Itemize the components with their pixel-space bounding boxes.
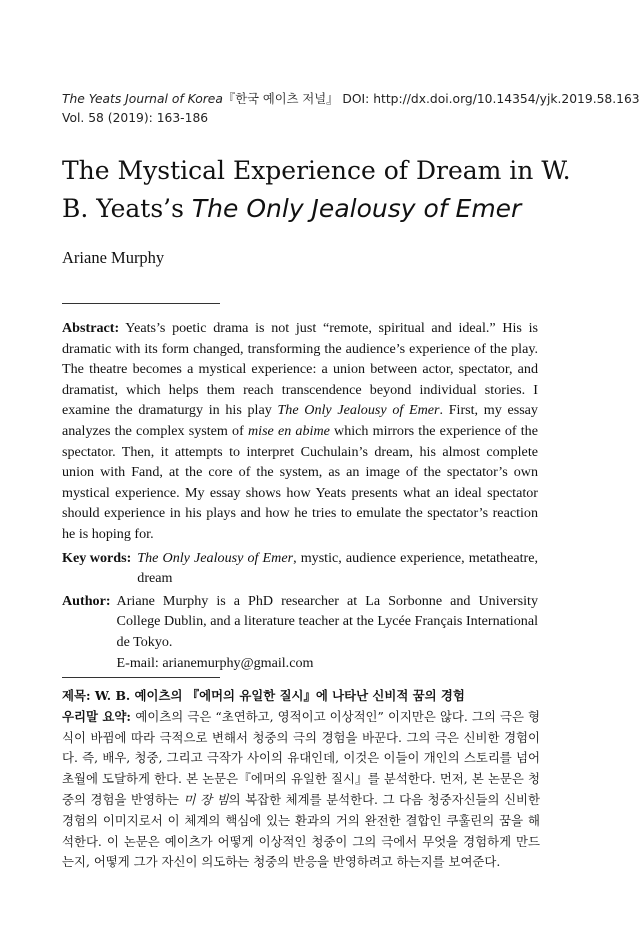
abstract-text-3: which mirrors the experience of the spectator. Then, it attempts to interpret Cuchulain’s dream, his almost complete union with Fand, at the core of the system, as an image of the spectator’s own mystical experience. My essay shows how Yeats presents what an ideal spectator should experience in his plays and how he tries to emulate the spectator’s reaction he is hoping for. (62, 422, 538, 542)
bottom-divider (62, 677, 220, 678)
abstract-label: Abstract: (62, 320, 120, 336)
english-front-matter (62, 318, 538, 673)
abstract-text-1: Yeats’s poetic drama is not just “remote, spiritual and ideal.” His is dramatic with its form changed, transforming the audience’s experience of the play. The theatre becomes a mystical experience: a union between actor, spectator, and dramatist, which helps them reach transcendence beyond individual stories. I examine the dramaturgy in his play (62, 320, 538, 419)
title-play-name: The Only Jealousy of Emer (191, 194, 522, 223)
title-main: The Mystical Experience of Dream in W. B. Yeats’s (62, 156, 571, 223)
doi-link[interactable]: DOI: http://dx.doi.org/10.14354/yjk.2019.58.163 (342, 92, 640, 106)
korean-title (62, 686, 540, 707)
keywords-italic: The Only Jealousy of Emer (137, 549, 294, 566)
abstract-text-2: . First, my essay analyzes the complex system of (62, 402, 538, 439)
korean-summary-2: 의 복잡한 체계를 분석한다. 그 다음 청중자신들의 신비한 경험의 이미지로서 이 체계의 핵심에 있는 환과의 거의 완전한 결합인 쿠훌린의 꿈을 해석한다. 이 논문은 예이츠가 어떻게 이상적인 청중이 그의 극에서 무엇을 경험하게 만드는지, 어떻게 그가 자신이 의도하는 청중의 반응을 반영하려고 하는지를 보여준다. (62, 791, 540, 870)
korean-summary-label: 우리말 요약: (62, 708, 136, 724)
article-title (62, 152, 582, 228)
journal-korean-name: 『한국 예이츠 저널』 (222, 92, 339, 106)
korean-title-label: 제목: (62, 688, 95, 703)
journal-name: The Yeats Journal of Korea (62, 92, 223, 106)
korean-summary (62, 707, 540, 873)
author-info (62, 591, 538, 673)
abstract (62, 318, 538, 545)
keywords-label: Key words: (62, 549, 132, 566)
keywords (62, 548, 538, 589)
keywords-text (137, 548, 538, 589)
abstract-play-title: The Only Jealousy of Emer (277, 402, 440, 419)
author-info-body (117, 591, 538, 673)
abstract-term: mise en abime (247, 422, 330, 439)
korean-summary-section (62, 686, 540, 873)
korean-summary-term: 미 장 빔 (183, 791, 229, 807)
author-info-label: Author: (62, 592, 111, 609)
journal-citation (62, 90, 640, 128)
journal-line (62, 90, 640, 109)
author-bio: Ariane Murphy is a PhD researcher at La Sorbonne and University College Dublin, and a literature teacher at the Lycée Français International de Tokyo. (116, 592, 538, 650)
top-divider (62, 303, 220, 304)
volume-line: Vol. 58 (2019): 163-186 (62, 111, 209, 125)
author-name: Ariane Murphy (62, 248, 165, 267)
keywords-rest: , mystic, audience experience, metatheatre, dream (137, 549, 538, 587)
korean-title-text: W. B. 예이츠의 『에머의 유일한 질시』에 나타난 신비적 꿈의 경험 (94, 688, 465, 703)
author-email[interactable]: E-mail: arianemurphy@gmail.com (116, 654, 314, 671)
korean-summary-1: 예이츠의 극은 “초연하고, 영적이고 이상적인” 이지만은 않다. 그의 극은 형식이 바뀜에 따라 극적으로 변해서 청중의 극의 경험을 바꾼다. 그의 극은 신비한 경험이다. 즉, 배우, 청중, 그리고 극작가 사이의 유대인데, 이것은 이들이 개인의 스토리를 넘어 초월에 도달하게 한다. 본 논문은『에머의 유일한 질시』를 분석한다. 먼저, 본 논문은 청중의 경험을 반영하는 (62, 708, 540, 807)
